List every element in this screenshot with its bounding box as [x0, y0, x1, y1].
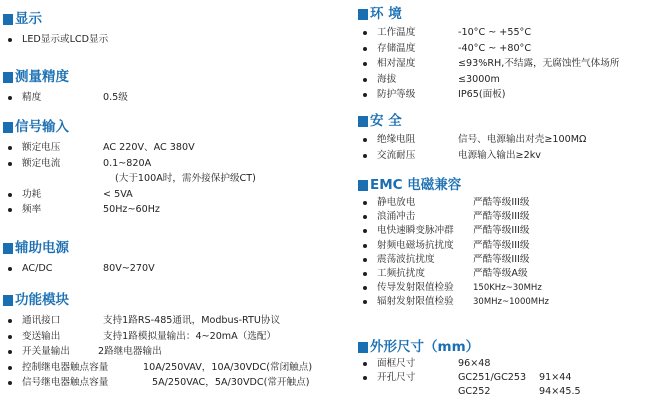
bullet-icon	[8, 38, 12, 42]
spec-row: 额定电流 0.1~820A	[0, 156, 69, 172]
spec-row: 震荡波抗扰度 严酷等级III级	[355, 253, 461, 267]
spec-row: 面框尺寸 96×48	[355, 357, 479, 371]
bullet-icon	[363, 31, 367, 35]
bullet-icon	[363, 93, 367, 97]
spec-row: 传导发射限值检验 150KHz~30MHz	[355, 281, 461, 295]
spec-row: 交流耐压 电源输入输出≥2kv	[355, 148, 402, 164]
spec-row: 信号继电器触点容量 5A/250VAC，5A/30VDC(常开触点)	[0, 375, 69, 391]
bullet-icon	[363, 258, 367, 262]
spec-row: 浪涌冲击 严酷等级III级	[355, 210, 461, 224]
section-heading-environment: 环 境	[355, 6, 402, 23]
dimensions-section	[355, 339, 581, 399]
environment-section	[355, 6, 620, 103]
heading-square-icon	[3, 122, 13, 133]
heading-square-icon	[358, 9, 368, 20]
heading-square-icon	[3, 243, 13, 254]
bullet-icon	[363, 244, 367, 248]
spec-row: 辐射发射限值检验 30MHz~1000MHz	[355, 295, 461, 309]
function-module-section	[0, 292, 313, 391]
spec-row: 工频抗扰度 严酷等级A级	[355, 267, 461, 281]
section-heading-display: 显示	[0, 11, 42, 28]
spec-row: 绝缘电阻 信号、电源输出对壳≥100MΩ	[355, 132, 402, 148]
heading-square-icon	[3, 72, 13, 83]
spec-row: 相对湿度 ≤93%RH,不结露，无腐蚀性气体场所	[355, 56, 402, 72]
accuracy-section	[0, 69, 128, 106]
spec-row: 存储温度 -40°C ~ +80°C	[355, 41, 402, 57]
section-heading-safety: 安 全	[355, 113, 402, 130]
bullet-icon	[363, 376, 367, 380]
spec-row: 频率 50Hz~60Hz	[0, 202, 69, 218]
bullet-icon	[363, 47, 367, 51]
bullet-icon	[8, 162, 12, 166]
aux-power-section	[0, 240, 155, 277]
spec-row: 射频电磁场抗扰度 严酷等级III级	[355, 239, 461, 253]
heading-square-icon	[3, 14, 13, 25]
spec-row: 开关量输出 2路继电器输出	[0, 344, 69, 360]
signal-input-section	[0, 119, 256, 218]
bullet-icon	[8, 366, 12, 370]
spec-row: 精度 0.5级	[0, 90, 69, 106]
bullet-icon	[363, 272, 367, 276]
bullet-icon	[363, 229, 367, 233]
bullet-icon	[8, 193, 12, 197]
bullet-icon	[8, 319, 12, 323]
bullet-icon	[363, 78, 367, 82]
spec-row-note: GC252 94×45.5	[458, 386, 581, 397]
bullet-icon	[363, 138, 367, 142]
heading-square-icon	[358, 342, 368, 353]
spec-row: 功耗 < 5VA	[0, 187, 69, 203]
spec-row: 变送输出 支持1路模拟量输出：4~20mA（选配）	[0, 329, 69, 345]
spec-row: 工作温度 -10°C ~ +55°C	[355, 25, 402, 41]
spec-row: 控制继电器触点容量 10A/250VAV，10A/30VDC(常闭触点)	[0, 360, 69, 376]
bullet-icon	[8, 381, 12, 385]
spec-row: 海拔 ≤3000m	[355, 72, 402, 88]
section-heading-signal-input: 信号输入	[0, 119, 69, 136]
section-heading-dimensions: 外形尺寸（mm）	[355, 339, 479, 356]
bullet-icon	[363, 215, 367, 219]
spec-row: LED显示或LCD显示	[0, 32, 42, 48]
heading-square-icon	[358, 180, 368, 191]
spec-row: 通讯接口 支持1路RS-485通讯，Modbus-RTU协议	[0, 313, 69, 329]
section-heading-emc: EMC 电磁兼容	[355, 177, 461, 194]
heading-square-icon	[358, 116, 368, 127]
bullet-icon	[8, 208, 12, 212]
bullet-icon	[8, 146, 12, 150]
spec-row: AC/DC 80V~270V	[0, 261, 69, 277]
section-heading-aux-power: 辅助电源	[0, 240, 69, 257]
spec-row-note: (大于100A时，需外接保护级CT)	[115, 173, 256, 185]
bullet-icon	[8, 96, 12, 100]
spec-row: 开孔尺寸 GC251/GC253 91×44	[355, 371, 479, 385]
bullet-icon	[363, 286, 367, 290]
bullet-icon	[363, 201, 367, 205]
heading-square-icon	[3, 295, 13, 306]
spec-row: 电快速瞬变脉冲群 严酷等级III级	[355, 224, 461, 238]
safety-section	[355, 113, 587, 163]
spec-row: 防护等级 IP65(面板)	[355, 87, 402, 103]
section-heading-function-module: 功能模块	[0, 292, 69, 309]
emc-section	[355, 177, 549, 310]
spec-row: 额定电压 AC 220V、AC 380V	[0, 140, 69, 156]
bullet-icon	[363, 362, 367, 366]
bullet-icon	[363, 154, 367, 158]
bullet-icon	[8, 267, 12, 271]
display-section	[0, 11, 109, 48]
bullet-icon	[8, 350, 12, 354]
spec-row: 静电放电 严酷等级III级	[355, 196, 461, 210]
bullet-icon	[363, 62, 367, 66]
bullet-icon	[8, 335, 12, 339]
bullet-icon	[363, 300, 367, 304]
section-heading-accuracy: 测量精度	[0, 69, 69, 86]
